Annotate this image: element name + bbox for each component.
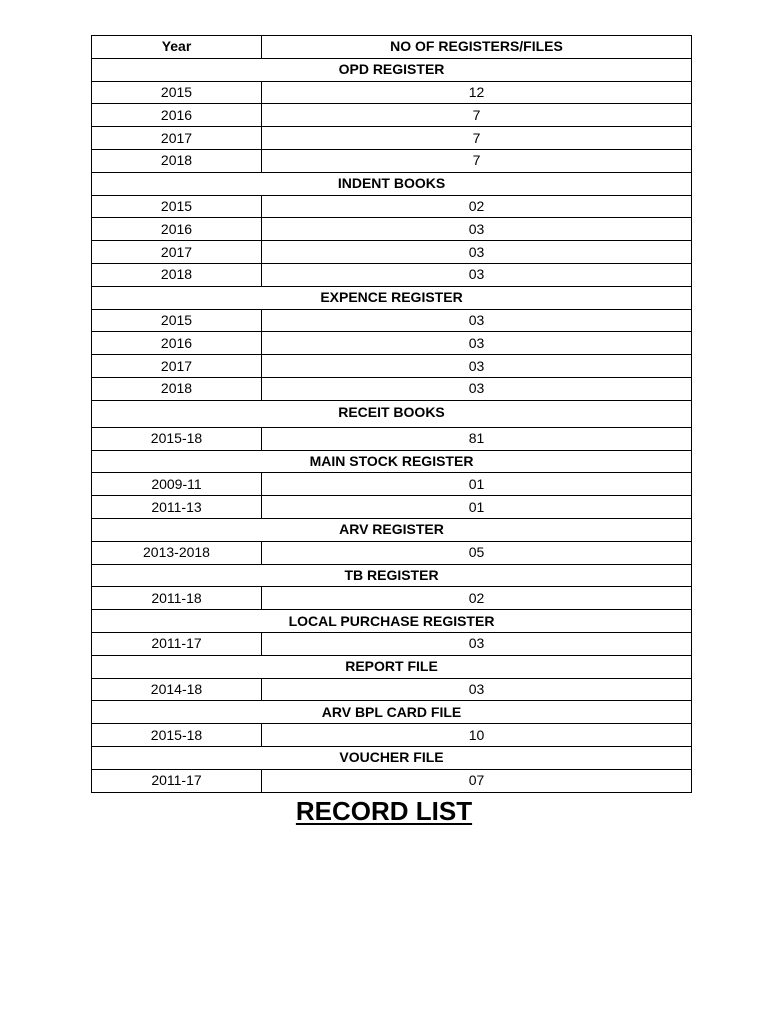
record-table: [91, 35, 692, 793]
year-cell: 2017: [92, 127, 262, 150]
year-cell: 2015: [92, 309, 262, 332]
year-cell: 2015: [92, 81, 262, 104]
section-title: TB REGISTER: [92, 564, 692, 587]
count-cell: 03: [262, 678, 692, 701]
count-cell: 02: [262, 195, 692, 218]
count-cell: 01: [262, 496, 692, 519]
year-cell: 2018: [92, 263, 262, 286]
year-cell: 2016: [92, 218, 262, 241]
section-header-row: [92, 564, 692, 587]
table-row: [92, 632, 692, 655]
year-cell: 2018: [92, 377, 262, 400]
year-cell: 2017: [92, 241, 262, 264]
table-row: [92, 127, 692, 150]
year-cell: 2015: [92, 195, 262, 218]
count-cell: 03: [262, 377, 692, 400]
table-row: [92, 769, 692, 792]
count-cell: 7: [262, 149, 692, 172]
table-row: [92, 377, 692, 400]
count-cell: 03: [262, 241, 692, 264]
section-header-row: [92, 400, 692, 427]
table-row: [92, 332, 692, 355]
table-row: [92, 427, 692, 450]
section-header-row: [92, 450, 692, 473]
count-cell: 07: [262, 769, 692, 792]
table-row: [92, 587, 692, 610]
count-column-header: NO OF REGISTERS/FILES: [262, 36, 692, 59]
year-cell: 2014-18: [92, 678, 262, 701]
section-title: INDENT BOOKS: [92, 172, 692, 195]
table-row: [92, 195, 692, 218]
section-header-row: [92, 286, 692, 309]
year-column-header: Year: [92, 36, 262, 59]
count-cell: 10: [262, 724, 692, 747]
count-cell: 03: [262, 309, 692, 332]
table-row: [92, 81, 692, 104]
year-cell: 2016: [92, 104, 262, 127]
table-row: [92, 355, 692, 378]
section-title: REPORT FILE: [92, 655, 692, 678]
count-cell: 05: [262, 541, 692, 564]
table-row: [92, 724, 692, 747]
table-row: [92, 263, 692, 286]
section-title: RECEIT BOOKS: [92, 400, 692, 427]
count-cell: 12: [262, 81, 692, 104]
document-title: RECORD LIST: [295, 796, 473, 826]
section-header-row: [92, 172, 692, 195]
table-row: [92, 104, 692, 127]
table-row: [92, 149, 692, 172]
year-cell: 2011-17: [92, 769, 262, 792]
count-cell: 03: [262, 332, 692, 355]
count-cell: 03: [262, 355, 692, 378]
year-cell: 2011-17: [92, 632, 262, 655]
section-title: EXPENCE REGISTER: [92, 286, 692, 309]
year-cell: 2011-18: [92, 587, 262, 610]
year-cell: 2018: [92, 149, 262, 172]
table-header-row: [92, 36, 692, 59]
year-cell: 2017: [92, 355, 262, 378]
count-cell: 01: [262, 473, 692, 496]
count-cell: 03: [262, 263, 692, 286]
year-cell: 2015-18: [92, 724, 262, 747]
count-cell: 7: [262, 127, 692, 150]
year-cell: 2011-13: [92, 496, 262, 519]
section-header-row: [92, 701, 692, 724]
count-cell: 03: [262, 218, 692, 241]
section-title: MAIN STOCK REGISTER: [92, 450, 692, 473]
section-header-row: [92, 655, 692, 678]
year-cell: 2016: [92, 332, 262, 355]
table-row: [92, 496, 692, 519]
count-cell: 81: [262, 427, 692, 450]
section-header-row: [92, 58, 692, 81]
section-title: OPD REGISTER: [92, 58, 692, 81]
section-header-row: [92, 746, 692, 769]
count-cell: 03: [262, 632, 692, 655]
table-row: [92, 218, 692, 241]
count-cell: 02: [262, 587, 692, 610]
table-row: [92, 541, 692, 564]
table-row: [92, 473, 692, 496]
year-cell: 2009-11: [92, 473, 262, 496]
table-body: [92, 58, 692, 792]
section-title: LOCAL PURCHASE REGISTER: [92, 610, 692, 633]
section-header-row: [92, 610, 692, 633]
year-cell: 2013-2018: [92, 541, 262, 564]
table-row: [92, 678, 692, 701]
table-row: [92, 241, 692, 264]
count-cell: 7: [262, 104, 692, 127]
section-header-row: [92, 518, 692, 541]
year-cell: 2015-18: [92, 427, 262, 450]
table-row: [92, 309, 692, 332]
section-title: VOUCHER FILE: [92, 746, 692, 769]
section-title: ARV BPL CARD FILE: [92, 701, 692, 724]
section-title: ARV REGISTER: [92, 518, 692, 541]
